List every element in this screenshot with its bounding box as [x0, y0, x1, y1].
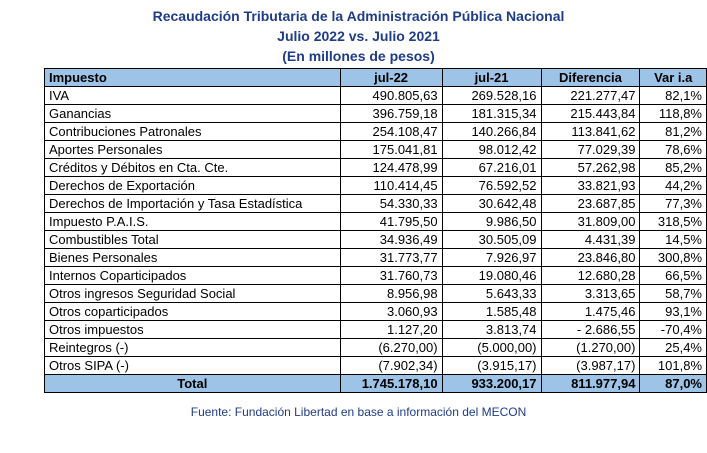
table-cell: 1.585,48	[442, 303, 541, 321]
table-cell: 490.805,63	[340, 87, 442, 105]
table-cell: 3.313,65	[541, 285, 640, 303]
table-cell: 23.846,80	[541, 249, 640, 267]
table-cell: 93,1%	[640, 303, 707, 321]
table-cell: 98.012,42	[442, 141, 541, 159]
tax-revenue-table	[44, 68, 707, 393]
table-cell: 81,2%	[640, 123, 707, 141]
table-cell: 124.478,99	[340, 159, 442, 177]
table-cell: 19.080,46	[442, 267, 541, 285]
table-cell: 4.431,39	[541, 231, 640, 249]
tax-name-cell: Combustibles Total	[45, 231, 341, 249]
table-cell: 41.795,50	[340, 213, 442, 231]
table-cell: 31.773,77	[340, 249, 442, 267]
table-row	[45, 159, 707, 177]
tax-name-cell: IVA	[45, 87, 341, 105]
header-row	[45, 69, 707, 87]
table-cell: 8.956,98	[340, 285, 442, 303]
table-cell: 113.841,62	[541, 123, 640, 141]
total-row	[45, 375, 707, 393]
table-cell: 76.592,52	[442, 177, 541, 195]
table-row	[45, 123, 707, 141]
table-row	[45, 213, 707, 231]
table-row	[45, 177, 707, 195]
table-cell: 25,4%	[640, 339, 707, 357]
table-cell: 54.330,33	[340, 195, 442, 213]
table-cell: 9.986,50	[442, 213, 541, 231]
tax-name-cell: Otros SIPA (-)	[45, 357, 341, 375]
table-cell: 77,3%	[640, 195, 707, 213]
table-cell: 30.505,09	[442, 231, 541, 249]
table-cell: 34.936,49	[340, 231, 442, 249]
table-row	[45, 195, 707, 213]
table-cell: (7.902,34)	[340, 357, 442, 375]
column-header-diferencia: Diferencia	[541, 69, 640, 87]
tax-name-cell: Otros ingresos Seguridad Social	[45, 285, 341, 303]
total-label: Total	[45, 375, 341, 393]
column-header-jul21: jul-21	[442, 69, 541, 87]
table-cell: (5.000,00)	[442, 339, 541, 357]
table-cell: 44,2%	[640, 177, 707, 195]
tax-name-cell: Derechos de Exportación	[45, 177, 341, 195]
table-cell: (6.270,00)	[340, 339, 442, 357]
table-cell: 31.809,00	[541, 213, 640, 231]
table-cell: (1.270,00)	[541, 339, 640, 357]
tax-name-cell: Contribuciones Patronales	[45, 123, 341, 141]
table-cell: 396.759,18	[340, 105, 442, 123]
table-cell: 118,8%	[640, 105, 707, 123]
table-cell: 101,8%	[640, 357, 707, 375]
tax-name-cell: Otros coparticipados	[45, 303, 341, 321]
table-cell: 57.262,98	[541, 159, 640, 177]
table-cell: 215.443,84	[541, 105, 640, 123]
table-cell: 82,1%	[640, 87, 707, 105]
table-row	[45, 357, 707, 375]
table-cell: 78,6%	[640, 141, 707, 159]
table-row	[45, 267, 707, 285]
table-cell: 110.414,45	[340, 177, 442, 195]
table-cell: 33.821,93	[541, 177, 640, 195]
table-row	[45, 339, 707, 357]
table-cell: 12.680,28	[541, 267, 640, 285]
table-cell: 66,5%	[640, 267, 707, 285]
table-cell: 3.813,74	[442, 321, 541, 339]
table-cell: 221.277,47	[541, 87, 640, 105]
total-cell: 1.745.178,10	[340, 375, 442, 393]
total-cell: 811.977,94	[541, 375, 640, 393]
table-row	[45, 141, 707, 159]
table-cell: 14,5%	[640, 231, 707, 249]
table-cell: 318,5%	[640, 213, 707, 231]
table-cell: 269.528,16	[442, 87, 541, 105]
table-cell: -70,4%	[640, 321, 707, 339]
table-cell: 30.642,48	[442, 195, 541, 213]
table-cell: 3.060,93	[340, 303, 442, 321]
table-cell: 254.108,47	[340, 123, 442, 141]
table-cell: 7.926,97	[442, 249, 541, 267]
table-cell: 77.029,39	[541, 141, 640, 159]
source-text: Fuente: Fundación Libertad en base a información del MECON	[190, 405, 527, 419]
table-row	[45, 321, 707, 339]
table-cell: 140.266,84	[442, 123, 541, 141]
column-header-impuesto: Impuesto	[45, 69, 341, 87]
tax-name-cell: Reintegros (-)	[45, 339, 341, 357]
page-subtitle: Julio 2022 vs. Julio 2021	[277, 28, 440, 44]
table-cell: 5.643,33	[442, 285, 541, 303]
tax-name-cell: Ganancias	[45, 105, 341, 123]
tax-name-cell: Internos Coparticipados	[45, 267, 341, 285]
table-cell: 58,7%	[640, 285, 707, 303]
table-row	[45, 87, 707, 105]
title-block	[0, 6, 707, 66]
table-cell: 23.687,85	[541, 195, 640, 213]
table-row	[45, 231, 707, 249]
table-row	[45, 303, 707, 321]
column-header-var: Var i.a	[640, 69, 707, 87]
table-row	[45, 285, 707, 303]
tax-name-cell: Otros impuestos	[45, 321, 341, 339]
table-cell: 1.127,20	[340, 321, 442, 339]
table-cell: 175.041,81	[340, 141, 442, 159]
table-cell: 181.315,34	[442, 105, 541, 123]
column-header-jul22: jul-22	[340, 69, 442, 87]
table-row	[45, 249, 707, 267]
table-cell: 31.760,73	[340, 267, 442, 285]
units-note: (En millones de pesos)	[282, 48, 435, 64]
table-cell: 1.475,46	[541, 303, 640, 321]
table-cell: 85,2%	[640, 159, 707, 177]
table-cell: (3.987,17)	[541, 357, 640, 375]
table-cell: (3.915,17)	[442, 357, 541, 375]
tax-name-cell: Impuesto P.A.I.S.	[45, 213, 341, 231]
tax-name-cell: Aportes Personales	[45, 141, 341, 159]
tax-name-cell: Bienes Personales	[45, 249, 341, 267]
table-cell: - 2.686,55	[541, 321, 640, 339]
table-cell: 67.216,01	[442, 159, 541, 177]
page-title: Recaudación Tributaria de la Administración Pública Nacional	[152, 8, 565, 24]
total-cell: 933.200,17	[442, 375, 541, 393]
table-row	[45, 105, 707, 123]
tax-name-cell: Créditos y Débitos en Cta. Cte.	[45, 159, 341, 177]
tax-name-cell: Derechos de Importación y Tasa Estadística	[45, 195, 341, 213]
source-note	[0, 404, 707, 420]
table-cell: 300,8%	[640, 249, 707, 267]
total-cell: 87,0%	[640, 375, 707, 393]
